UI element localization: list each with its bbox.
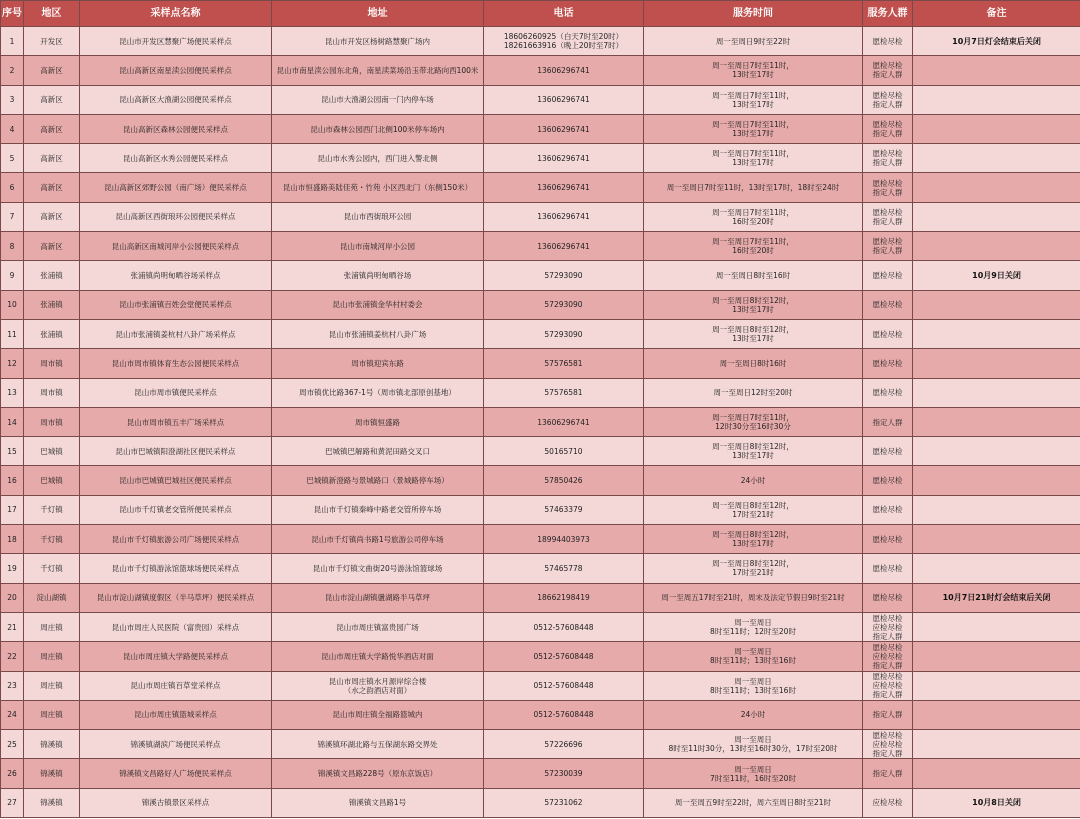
cell-phone: 13606296741 (484, 407, 644, 436)
cell-address: 昆山市淀山湖镇盪湖路半马草坪 (272, 583, 484, 612)
cell-service-hours: 周一至周日8时至12时， 13时至17时 (644, 290, 863, 319)
cell-address: 昆山市森林公园西门北侧100米停车场内 (272, 114, 484, 143)
cell-site-name: 昆山市巴城镇阳澄湖社区便民采样点 (80, 437, 272, 466)
cell-site-name: 昆山市周庄镇篮城采样点 (80, 700, 272, 729)
cell-service-crowd: 愿检尽检 指定人群 (863, 144, 913, 173)
cell-service-crowd: 愿检尽检 应检尽检 指定人群 (863, 671, 913, 700)
cell-district: 高新区 (24, 85, 80, 114)
cell-district: 周庄镇 (24, 671, 80, 700)
cell-district: 张浦镇 (24, 319, 80, 348)
cell-no: 27 (1, 788, 24, 817)
cell-service-hours: 周一至周日7时至11时， 13时至17时 (644, 56, 863, 85)
cell-site-name: 昆山市张浦镇姜杭村八卦广场采样点 (80, 319, 272, 348)
cell-site-name: 昆山市千灯镇老交管所便民采样点 (80, 495, 272, 524)
cell-note (913, 56, 1080, 85)
cell-no: 15 (1, 437, 24, 466)
cell-service-crowd: 愿检尽检 (863, 261, 913, 290)
cell-district: 巴城镇 (24, 466, 80, 495)
cell-service-crowd: 指定人群 (863, 700, 913, 729)
cell-service-crowd: 愿检尽检 (863, 290, 913, 319)
cell-no: 5 (1, 144, 24, 173)
cell-address: 昆山市西街琅环公园 (272, 202, 484, 231)
cell-no: 14 (1, 407, 24, 436)
table-body (1, 27, 1080, 818)
cell-district: 千灯镇 (24, 495, 80, 524)
cell-service-crowd: 愿检尽检 (863, 583, 913, 612)
cell-site-name: 张浦镇尚明甸晒谷场采样点 (80, 261, 272, 290)
header-no: 序号 (1, 1, 24, 27)
cell-service-hours: 周一至周日8时至12时， 13时至17时 (644, 437, 863, 466)
cell-phone: 13606296741 (484, 173, 644, 202)
table-row (1, 319, 1080, 348)
cell-district: 周庄镇 (24, 612, 80, 641)
cell-note (913, 525, 1080, 554)
header-site-name: 采样点名称 (80, 1, 272, 27)
cell-address: 张浦镇尚明甸晒谷场 (272, 261, 484, 290)
cell-site-name: 昆山市开发区慧聚广场便民采样点 (80, 27, 272, 56)
cell-note (913, 730, 1080, 759)
cell-district: 千灯镇 (24, 554, 80, 583)
cell-phone: 57463379 (484, 495, 644, 524)
cell-service-crowd: 愿检尽检 应检尽检 指定人群 (863, 642, 913, 671)
cell-site-name: 昆山市淀山湖镇度假区（半马草坪）便民采样点 (80, 583, 272, 612)
cell-site-name: 昆山高新区郊野公园（南广场）便民采样点 (80, 173, 272, 202)
cell-phone: 57465778 (484, 554, 644, 583)
cell-note (913, 495, 1080, 524)
table-row (1, 525, 1080, 554)
cell-note (913, 554, 1080, 583)
cell-note (913, 700, 1080, 729)
header-district: 地区 (24, 1, 80, 27)
table-row (1, 261, 1080, 290)
cell-site-name: 昆山市周市镇便民采样点 (80, 378, 272, 407)
table-row (1, 612, 1080, 641)
cell-phone: 18662198419 (484, 583, 644, 612)
cell-address: 巴城镇巴解路和黄泥田路交叉口 (272, 437, 484, 466)
cell-note (913, 202, 1080, 231)
cell-district: 周庄镇 (24, 642, 80, 671)
cell-district: 锦溪镇 (24, 788, 80, 817)
cell-note (913, 173, 1080, 202)
cell-service-hours: 周一至周日9时至22时 (644, 27, 863, 56)
cell-no: 24 (1, 700, 24, 729)
cell-site-name: 昆山高新区水秀公园便民采样点 (80, 144, 272, 173)
cell-no: 23 (1, 671, 24, 700)
cell-address: 锦溪镇文昌路1号 (272, 788, 484, 817)
cell-no: 18 (1, 525, 24, 554)
cell-phone: 57293090 (484, 290, 644, 319)
table-row (1, 583, 1080, 612)
cell-service-hours: 周一至周日7时至11时， 12时30分至16时30分 (644, 407, 863, 436)
cell-no: 19 (1, 554, 24, 583)
cell-service-hours: 周一至周日 8时至11时；12时至20时 (644, 612, 863, 641)
cell-address: 昆山市周庄镇全福路篮城内 (272, 700, 484, 729)
cell-service-hours: 周一至周日12时至20时 (644, 378, 863, 407)
cell-address: 昆山市周庄镇大学路悦华酒店对面 (272, 642, 484, 671)
table-row (1, 232, 1080, 261)
table-row (1, 27, 1080, 56)
cell-address: 昆山市南星渎公园东北角，南星渎菜场沿玉带北路向西100米 (272, 56, 484, 85)
cell-service-crowd: 应检尽检 (863, 788, 913, 817)
cell-phone: 13606296741 (484, 114, 644, 143)
cell-service-crowd: 愿检尽检 (863, 27, 913, 56)
cell-service-crowd: 愿检尽检 (863, 525, 913, 554)
cell-no: 26 (1, 759, 24, 788)
table-header-row (1, 1, 1080, 27)
cell-service-hours: 周一至周日7时至11时， 13时至17时 (644, 114, 863, 143)
cell-site-name: 昆山高新区西街琅环公园便民采样点 (80, 202, 272, 231)
cell-site-name: 昆山市周市镇五丰广场采样点 (80, 407, 272, 436)
cell-no: 22 (1, 642, 24, 671)
cell-service-crowd: 愿检尽检 指定人群 (863, 173, 913, 202)
cell-district: 周市镇 (24, 349, 80, 378)
cell-service-hours: 24小时 (644, 466, 863, 495)
table-row (1, 173, 1080, 202)
cell-site-name: 昆山市周庄镇百草堂采样点 (80, 671, 272, 700)
cell-no: 25 (1, 730, 24, 759)
cell-service-hours: 周一至周日8时至12时， 17时至21时 (644, 554, 863, 583)
cell-district: 锦溪镇 (24, 759, 80, 788)
cell-site-name: 昆山高新区南城河岸小公园便民采样点 (80, 232, 272, 261)
cell-site-name: 昆山高新区大渔湖公园便民采样点 (80, 85, 272, 114)
cell-district: 高新区 (24, 144, 80, 173)
cell-service-crowd: 指定人群 (863, 759, 913, 788)
cell-service-hours: 周一至周日7时至11时， 16时至20时 (644, 202, 863, 231)
cell-address: 昆山市开发区杨树路慧聚广场内 (272, 27, 484, 56)
cell-district: 高新区 (24, 173, 80, 202)
cell-phone: 57231062 (484, 788, 644, 817)
cell-service-hours: 周一至周五9时至22时，周六至周日8时至21时 (644, 788, 863, 817)
table-row (1, 114, 1080, 143)
cell-phone: 18606260925（白天7时至20时） 18261663916（晚上20时至7时） (484, 27, 644, 56)
cell-site-name: 昆山高新区森林公园便民采样点 (80, 114, 272, 143)
cell-no: 20 (1, 583, 24, 612)
cell-address: 昆山市周庄镇水月源岸综合楼 （水之韵酒店对面） (272, 671, 484, 700)
header-service-hours: 服务时间 (644, 1, 863, 27)
table-row (1, 671, 1080, 700)
cell-note (913, 759, 1080, 788)
cell-phone: 57230039 (484, 759, 644, 788)
table-row (1, 700, 1080, 729)
cell-phone: 0512-57608448 (484, 700, 644, 729)
cell-district: 开发区 (24, 27, 80, 56)
cell-district: 高新区 (24, 202, 80, 231)
cell-service-hours: 周一至周日7时至11时， 13时至17时 (644, 144, 863, 173)
cell-no: 11 (1, 319, 24, 348)
cell-address: 昆山市周庄镇富贵园广场 (272, 612, 484, 641)
table-row (1, 56, 1080, 85)
cell-no: 1 (1, 27, 24, 56)
cell-site-name: 昆山市张浦镇百姓会堂便民采样点 (80, 290, 272, 319)
cell-address: 昆山市千灯镇尚书路1号旅游公司停车场 (272, 525, 484, 554)
cell-service-crowd: 指定人群 (863, 407, 913, 436)
cell-note (913, 378, 1080, 407)
cell-no: 9 (1, 261, 24, 290)
table-row (1, 642, 1080, 671)
header-note: 备注 (913, 1, 1080, 27)
cell-phone: 50165710 (484, 437, 644, 466)
table-row (1, 554, 1080, 583)
cell-address: 周市镇恒盛路 (272, 407, 484, 436)
cell-site-name: 昆山市周庄人民医院（富贵园）采样点 (80, 612, 272, 641)
cell-site-name: 昆山市千灯镇旅游公司广场便民采样点 (80, 525, 272, 554)
header-address: 地址 (272, 1, 484, 27)
table-row (1, 437, 1080, 466)
cell-note: 10月9日关闭 (913, 261, 1080, 290)
table-row (1, 378, 1080, 407)
cell-address: 昆山市千灯镇文曲街20号游泳馆篮球场 (272, 554, 484, 583)
cell-service-crowd: 愿检尽检 (863, 349, 913, 378)
table-row (1, 290, 1080, 319)
cell-site-name: 昆山市周市镇体育生态公园便民采样点 (80, 349, 272, 378)
cell-no: 4 (1, 114, 24, 143)
cell-phone: 0512-57608448 (484, 671, 644, 700)
cell-phone: 57576581 (484, 349, 644, 378)
cell-service-crowd: 愿检尽检 指定人群 (863, 232, 913, 261)
cell-district: 高新区 (24, 232, 80, 261)
cell-site-name: 锦溪古镇景区采样点 (80, 788, 272, 817)
cell-note: 10月7日灯会结束后关闭 (913, 27, 1080, 56)
cell-service-hours: 周一至周日 7时至11时，16时至20时 (644, 759, 863, 788)
cell-service-crowd: 愿检尽检 (863, 319, 913, 348)
table-row (1, 759, 1080, 788)
cell-phone: 13606296741 (484, 56, 644, 85)
cell-site-name: 锦溪镇湖滨广场便民采样点 (80, 730, 272, 759)
cell-service-hours: 周一至周日8时至12时， 13时至17时 (644, 319, 863, 348)
cell-address: 周市镇优比路367-1号（周市镇北部原创基地） (272, 378, 484, 407)
cell-note (913, 349, 1080, 378)
cell-address: 昆山市张浦镇姜杭村八卦广场 (272, 319, 484, 348)
cell-note (913, 144, 1080, 173)
cell-service-crowd: 愿检尽检 应检尽检 指定人群 (863, 612, 913, 641)
table-row (1, 466, 1080, 495)
cell-no: 17 (1, 495, 24, 524)
cell-no: 16 (1, 466, 24, 495)
cell-note (913, 290, 1080, 319)
cell-service-hours: 周一至周日7时至11时，13时至17时，18时至24时 (644, 173, 863, 202)
cell-note: 10月7日21时灯会结束后关闭 (913, 583, 1080, 612)
cell-service-crowd: 愿检尽检 (863, 378, 913, 407)
cell-service-crowd: 愿检尽检 指定人群 (863, 56, 913, 85)
cell-note (913, 85, 1080, 114)
cell-note (913, 114, 1080, 143)
cell-note (913, 232, 1080, 261)
cell-no: 7 (1, 202, 24, 231)
cell-no: 21 (1, 612, 24, 641)
cell-note: 10月8日关闭 (913, 788, 1080, 817)
cell-note (913, 407, 1080, 436)
cell-no: 6 (1, 173, 24, 202)
cell-note (913, 612, 1080, 641)
cell-service-crowd: 愿检尽检 (863, 495, 913, 524)
cell-phone: 13606296741 (484, 232, 644, 261)
cell-district: 千灯镇 (24, 525, 80, 554)
cell-district: 周庄镇 (24, 700, 80, 729)
cell-district: 巴城镇 (24, 437, 80, 466)
cell-note (913, 642, 1080, 671)
cell-note (913, 319, 1080, 348)
table-row (1, 85, 1080, 114)
cell-service-hours: 24小时 (644, 700, 863, 729)
cell-district: 淀山湖镇 (24, 583, 80, 612)
header-phone: 电话 (484, 1, 644, 27)
table-row (1, 788, 1080, 817)
cell-phone: 13606296741 (484, 85, 644, 114)
cell-service-hours: 周一至周日 8时至11时；13时至16时 (644, 671, 863, 700)
cell-address: 锦溪镇文昌路228号（原东京饭店） (272, 759, 484, 788)
cell-district: 张浦镇 (24, 290, 80, 319)
header-service-crowd: 服务人群 (863, 1, 913, 27)
cell-service-crowd: 愿检尽检 (863, 437, 913, 466)
cell-note (913, 466, 1080, 495)
cell-no: 2 (1, 56, 24, 85)
cell-service-hours: 周一至周日 8时至11时30分，13时至16时30分，17时至20时 (644, 730, 863, 759)
cell-no: 12 (1, 349, 24, 378)
cell-address: 昆山市千灯镇秦峰中路老交管所停车场 (272, 495, 484, 524)
cell-service-hours: 周一至周日8时至12时， 13时至17时 (644, 525, 863, 554)
cell-service-crowd: 愿检尽检 指定人群 (863, 114, 913, 143)
table-row (1, 144, 1080, 173)
cell-no: 10 (1, 290, 24, 319)
cell-service-hours: 周一至周日7时至11时， 13时至17时 (644, 85, 863, 114)
cell-phone: 0512-57608448 (484, 642, 644, 671)
cell-site-name: 昆山市周庄镇大学路便民采样点 (80, 642, 272, 671)
cell-no: 8 (1, 232, 24, 261)
cell-service-hours: 周一至周日 8时至11时；13时至16时 (644, 642, 863, 671)
cell-site-name: 昆山高新区南星渎公园便民采样点 (80, 56, 272, 85)
cell-no: 3 (1, 85, 24, 114)
cell-note (913, 671, 1080, 700)
cell-phone: 13606296741 (484, 144, 644, 173)
cell-address: 昆山市南城河岸小公园 (272, 232, 484, 261)
cell-phone: 57293090 (484, 261, 644, 290)
cell-service-crowd: 愿检尽检 指定人群 (863, 202, 913, 231)
cell-phone: 0512-57608448 (484, 612, 644, 641)
cell-address: 周市镇迎宾东路 (272, 349, 484, 378)
cell-service-crowd: 愿检尽检 (863, 554, 913, 583)
table-row (1, 349, 1080, 378)
cell-district: 张浦镇 (24, 261, 80, 290)
cell-address: 昆山市张浦镇金华村村委会 (272, 290, 484, 319)
table-row (1, 730, 1080, 759)
cell-address: 昆山市恒盛路美陆佳苑・竹苑 小区西北门（东侧150米） (272, 173, 484, 202)
cell-address: 巴城镇新澄路与景城路口（景城路停车场） (272, 466, 484, 495)
cell-phone: 18994403973 (484, 525, 644, 554)
cell-service-crowd: 愿检尽检 应检尽检 指定人群 (863, 730, 913, 759)
cell-site-name: 锦溪镇文昌路好人广场便民采样点 (80, 759, 272, 788)
cell-service-crowd: 愿检尽检 (863, 466, 913, 495)
cell-district: 周市镇 (24, 378, 80, 407)
cell-service-hours: 周一至周日7时至11时， 16时至20时 (644, 232, 863, 261)
cell-phone: 57576581 (484, 378, 644, 407)
cell-site-name: 昆山市千灯镇游泳馆篮球场便民采样点 (80, 554, 272, 583)
cell-site-name: 昆山市巴城镇巴城社区便民采样点 (80, 466, 272, 495)
cell-address: 昆山市大渔湖公园南一门内停车场 (272, 85, 484, 114)
cell-service-hours: 周一至周日8时至12时， 17时至21时 (644, 495, 863, 524)
cell-phone: 13606296741 (484, 202, 644, 231)
cell-address: 锦溪镇环湖北路与五保湖东路交界处 (272, 730, 484, 759)
cell-service-hours: 周一至周日8时16时 (644, 349, 863, 378)
table-row (1, 495, 1080, 524)
cell-district: 高新区 (24, 56, 80, 85)
cell-phone: 57850426 (484, 466, 644, 495)
cell-note (913, 437, 1080, 466)
cell-district: 高新区 (24, 114, 80, 143)
cell-district: 周市镇 (24, 407, 80, 436)
cell-service-hours: 周一至周日8时至16时 (644, 261, 863, 290)
cell-no: 13 (1, 378, 24, 407)
cell-service-hours: 周一至周五17时至21时，周末及法定节假日9时至21时 (644, 583, 863, 612)
cell-service-crowd: 愿检尽检 指定人群 (863, 85, 913, 114)
cell-district: 锦溪镇 (24, 730, 80, 759)
cell-phone: 57226696 (484, 730, 644, 759)
cell-phone: 57293090 (484, 319, 644, 348)
table-row (1, 202, 1080, 231)
table-row (1, 407, 1080, 436)
cell-address: 昆山市水秀公园内，西门进入警北侧 (272, 144, 484, 173)
